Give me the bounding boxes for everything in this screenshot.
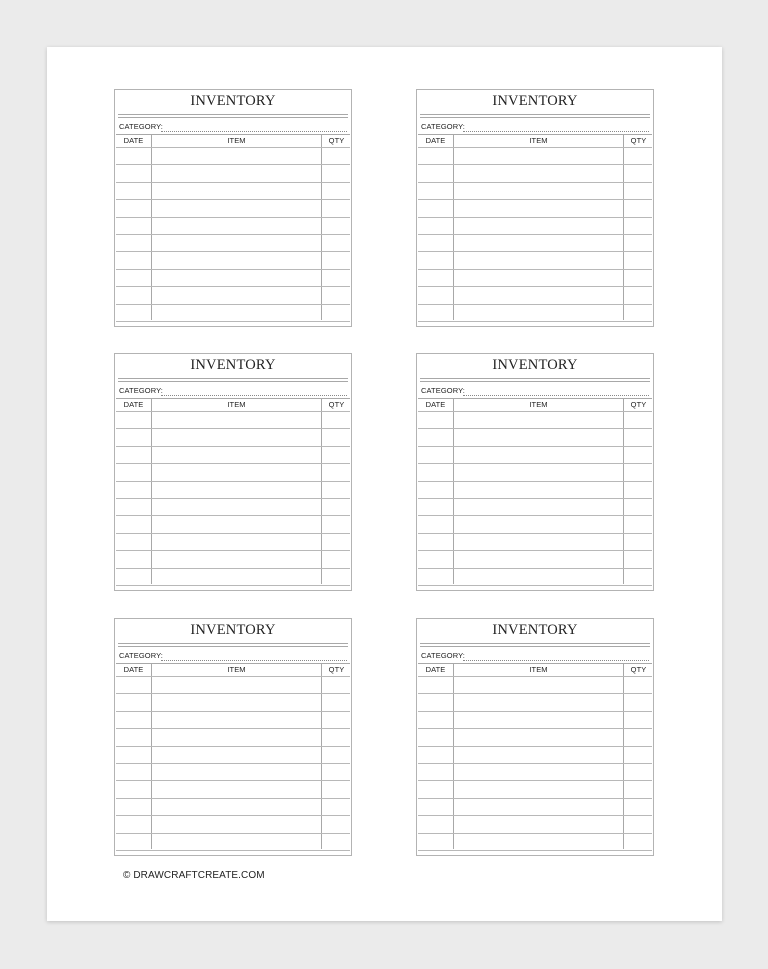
table-row-line [418,251,652,252]
table-row-line [116,533,350,534]
table-row-line [116,550,350,551]
category-label: CATEGORY: [119,386,163,395]
table-row-line [116,728,350,729]
table-row-line [116,321,350,322]
inventory-card [416,353,654,591]
inventory-card [114,353,352,591]
table-row-line [116,286,350,287]
title-rule [118,643,348,644]
table-row-line [418,798,652,799]
category-field-line [463,660,649,661]
column-divider [151,134,152,320]
column-header-item: ITEM [227,665,246,674]
table-row-line [116,850,350,851]
table-row-line [418,428,652,429]
table-row-line [418,217,652,218]
table-row-line [116,182,350,183]
title-rule [420,114,650,115]
table-row-line [418,182,652,183]
table-row-line [116,815,350,816]
table-row-line [116,411,350,412]
copyright-notice: © DRAWCRAFTCREATE.COM [123,870,265,881]
table-row-line [116,798,350,799]
table-row-line [418,585,652,586]
column-divider [321,134,322,320]
column-header-qty: QTY [630,665,647,674]
column-divider [321,398,322,584]
table-row-line [418,780,652,781]
table-row-line [116,463,350,464]
table-row-line [418,515,652,516]
category-label: CATEGORY: [119,122,163,131]
table-row-line [116,234,350,235]
table-row-line [418,533,652,534]
column-divider [623,134,624,320]
title-rule [420,117,650,118]
table-row-line [116,498,350,499]
table-row-line [418,693,652,694]
table-row-line [116,693,350,694]
inventory-card [416,89,654,327]
table-row-line [418,411,652,412]
table-row-line [116,251,350,252]
category-field-line [463,395,649,396]
title-rule [420,381,650,382]
category-label: CATEGORY: [119,651,163,660]
card-title: INVENTORY [492,622,578,638]
category-label: CATEGORY: [421,651,465,660]
card-title: INVENTORY [190,93,276,109]
card-title: INVENTORY [190,357,276,373]
table-row-line [418,711,652,712]
table-row-line [418,463,652,464]
table-row-line [116,763,350,764]
column-divider [623,398,624,584]
column-divider [453,134,454,320]
column-divider [321,663,322,849]
table-row-line [418,746,652,747]
title-rule [118,381,348,382]
table-row-line [418,304,652,305]
column-header-qty: QTY [630,136,647,145]
table-row-line [418,568,652,569]
table-row-line [116,217,350,218]
card-title: INVENTORY [492,93,578,109]
table-row-line [418,498,652,499]
table-row-line [418,286,652,287]
table-row-line [418,234,652,235]
column-header-item: ITEM [227,400,246,409]
column-divider [623,663,624,849]
category-label: CATEGORY: [421,386,465,395]
table-row-line [418,833,652,834]
column-divider [453,398,454,584]
column-divider [151,663,152,849]
column-header-qty: QTY [328,136,345,145]
table-row-line [116,746,350,747]
table-row-line [116,446,350,447]
table-row-line [418,815,652,816]
column-header-date: DATE [425,665,446,674]
column-header-qty: QTY [328,400,345,409]
table-row-line [116,164,350,165]
card-title: INVENTORY [190,622,276,638]
inventory-card [416,618,654,856]
column-header-qty: QTY [328,665,345,674]
table-row-line [116,711,350,712]
table-row-line [418,446,652,447]
column-divider [151,398,152,584]
column-header-date: DATE [425,136,446,145]
column-header-date: DATE [123,665,144,674]
table-row-line [116,481,350,482]
category-field-line [161,395,347,396]
title-rule [420,643,650,644]
table-row-line [116,780,350,781]
printable-page [47,47,722,921]
column-header-qty: QTY [630,400,647,409]
table-row-line [116,199,350,200]
title-rule [118,378,348,379]
title-rule [118,117,348,118]
title-rule [420,646,650,647]
table-row-line [116,428,350,429]
table-row-line [418,850,652,851]
category-label: CATEGORY: [421,122,465,131]
title-rule [420,378,650,379]
card-title: INVENTORY [492,357,578,373]
title-rule [118,646,348,647]
table-row-line [116,269,350,270]
table-row-line [418,269,652,270]
table-row-line [418,481,652,482]
column-header-date: DATE [123,136,144,145]
inventory-card [114,89,352,327]
table-row-line [418,164,652,165]
inventory-card [114,618,352,856]
column-divider [453,663,454,849]
table-row-line [418,199,652,200]
category-field-line [161,660,347,661]
title-rule [118,114,348,115]
column-header-item: ITEM [529,400,548,409]
table-row-line [418,147,652,148]
table-row-line [418,550,652,551]
category-field-line [161,131,347,132]
column-header-item: ITEM [529,136,548,145]
table-row-line [116,515,350,516]
table-row-line [418,728,652,729]
category-field-line [463,131,649,132]
table-row-line [116,585,350,586]
column-header-item: ITEM [529,665,548,674]
table-row-line [116,676,350,677]
column-header-item: ITEM [227,136,246,145]
table-row-line [418,676,652,677]
table-row-line [418,763,652,764]
table-row-line [116,304,350,305]
column-header-date: DATE [425,400,446,409]
table-row-line [116,833,350,834]
column-header-date: DATE [123,400,144,409]
table-row-line [116,147,350,148]
table-row-line [418,321,652,322]
table-row-line [116,568,350,569]
